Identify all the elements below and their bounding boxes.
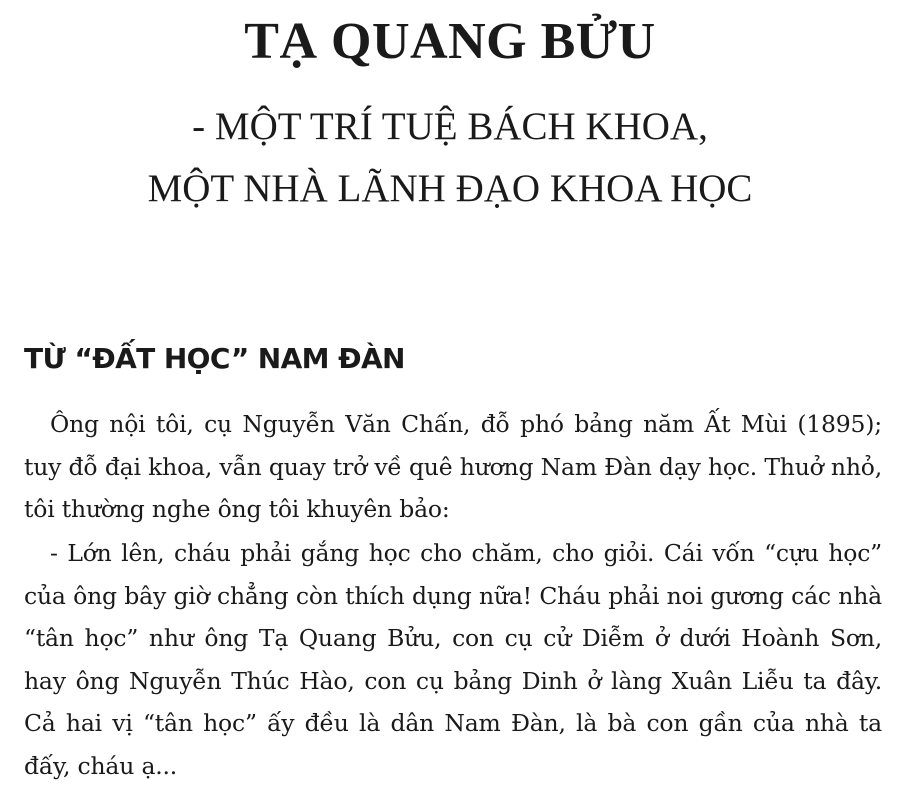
section-heading: TỪ “ĐẤT HỌC” NAM ĐÀN bbox=[24, 342, 405, 375]
document-subtitle-line-1: - MỘT TRÍ TUỆ BÁCH KHOA, bbox=[192, 105, 708, 148]
paragraph-2: - Lớn lên, cháu phải gắng học cho chăm, cho giỏi. Cái vốn “cựu học” của ông bây giờ chẳng còn thích dụng nữa! Cháu phải noi gương các nhà “tân học” như ông Tạ Quang Bửu, con cụ cử Diễm ở dưới Hoành Sơn, hay ông Nguyễn Thúc Hào, con cụ bảng Dinh ở làng Xuân Liễu ta đây. Cả hai vị “tân học” ấy đều là dân Nam Đàn, là bà con gần của nhà ta đấy, cháu ạ... bbox=[24, 539, 882, 780]
document-subtitle-line-2: MỘT NHÀ LÃNH ĐẠO KHOA HỌC bbox=[147, 167, 753, 210]
document-title: TẠ QUANG BỬU bbox=[244, 13, 656, 70]
paragraph-1: Ông nội tôi, cụ Nguyễn Văn Chấn, đỗ phó bảng năm Ất Mùi (1895); tuy đỗ đại khoa, vẫn quay trở về quê hương Nam Đàn dạy học. Thuở nhỏ, tôi thường nghe ông tôi khuyên bảo: bbox=[24, 410, 882, 523]
